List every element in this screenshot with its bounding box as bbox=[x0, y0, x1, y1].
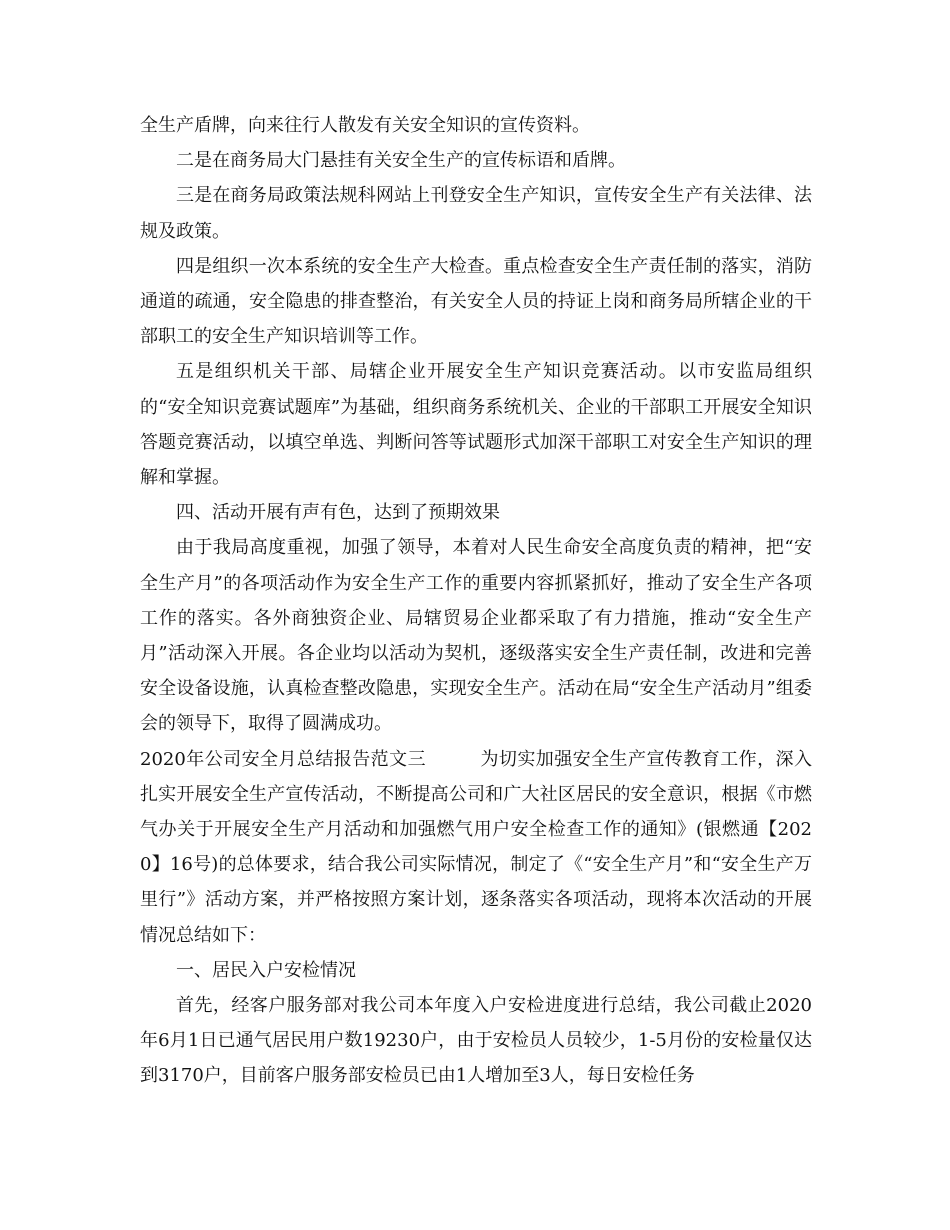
paragraph-5: 五是组织机关干部、局辖企业开展安全生产知识竞赛活动。以市安监局组织的“安全知识竞赛试题库”为基础，组织商务系统机关、企业的干部职工开展安全知识答题竞赛活动，以填空单选、判断问答等试题形式加深干部职工对安全生产知识的理解和掌握。 bbox=[140, 361, 812, 489]
section-3-text: 为切实加强安全生产宣传教育工作，深入扎实开展安全生产宣传活动，不断提高公司和广大社区居民的安全意识，根据《市燃气办关于开展安全生产月活动和加强燃气用户安全检查工作的通知》(银燃通【2020】16号)的总体要求，结合我公司实际情况，制定了《“安全生产月”和“安全生产万里行”》活动方案，并严格按照方案计划，逐条落实各项活动，现将本次活动的开展情况总结如下： bbox=[140, 748, 812, 946]
paragraph-7: 由于我局高度重视，加强了领导，本着对人民生命安全高度负责的精神，把“安全生产月”的各项活动作为安全生产工作的重要内容抓紧抓好，推动了安全生产各项工作的落实。各外商独资企业、局辖贸易企业都采取了有力措施，推动“安全生产月”活动深入开展。各企业均以活动为契机，逐级落实安全生产责任制，改进和完善安全设备设施，认真检查整改隐患，实现安全生产。活动在局“安全生产活动月”组委会的领导下，取得了圆满成功。 bbox=[140, 537, 812, 735]
section-3-paragraph bbox=[140, 742, 812, 953]
paragraph-10: 首先，经客户服务部对我公司本年度入户安检进度进行总结，我公司截止2020年6月1日已通气居民用户数19230户，由于安检员人员较少，1-5月份的安检量仅达到3170户，目前客户服务部安检员已由1人增加至3人，每日安检任务 bbox=[140, 995, 812, 1087]
section-heading-1: 一、居民入户安检情况 bbox=[176, 959, 356, 981]
section-heading-4: 四、活动开展有声有色，达到了预期效果 bbox=[176, 502, 500, 524]
paragraph-3: 三是在商务局政策法规科网站上刊登安全生产知识，宣传安全生产有关法律、法规及政策。 bbox=[140, 185, 812, 242]
document-body bbox=[140, 108, 812, 1094]
paragraph-2: 二是在商务局大门悬挂有关安全生产的宣传标语和盾牌。 bbox=[176, 150, 626, 172]
paragraph-4: 四是组织一次本系统的安全生产大检查。重点检查安全生产责任制的落实，消防通道的疏通，安全隐患的排查整治，有关安全人员的持证上岗和商务局所辖企业的干部职工的安全生产知识培训等工作。 bbox=[140, 255, 812, 348]
paragraph-1: 全生产盾牌，向来往行人散发有关安全知识的宣传资料。 bbox=[140, 115, 590, 136]
section-3-heading: 2020年公司安全月总结报告范文三 bbox=[140, 748, 427, 770]
